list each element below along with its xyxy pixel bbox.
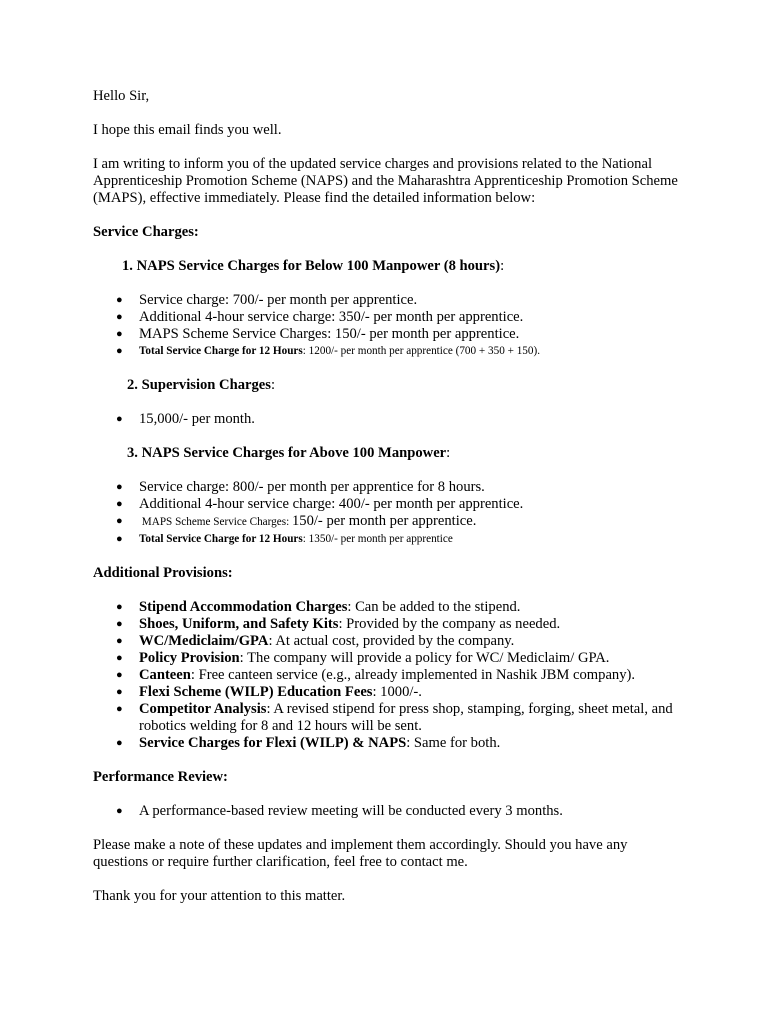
bullet-icon: ● bbox=[116, 601, 123, 613]
bullet-icon: ● bbox=[116, 481, 123, 493]
list-item: ● Shoes, Uniform, and Safety Kits: Provided by the company as needed. bbox=[116, 616, 561, 632]
bullet-icon: ● bbox=[116, 669, 123, 681]
section-1-heading: 1. NAPS Service Charges for Below 100 Manpower (8 hours): bbox=[122, 258, 505, 274]
list-item: ● Policy Provision: The company will provide a policy for WC/ Mediclaim/ GPA. bbox=[116, 650, 610, 666]
bullet-icon: ● bbox=[116, 618, 123, 630]
intro-line: I hope this email finds you well. bbox=[93, 122, 282, 138]
bullet-icon: ● bbox=[116, 533, 123, 545]
section-2-title: 2. Supervision Charges bbox=[127, 377, 271, 393]
bullet-icon: ● bbox=[116, 294, 123, 306]
list-item: ● Service charge: 800/- per month per apprentice for 8 hours. bbox=[116, 479, 485, 495]
intro-paragraph: I am writing to inform you of the updated service charges and provisions related to the National Apprenticeship Promotion Scheme (NAPS) and the Maharashtra Apprenticeship Promotion Scheme (MAPS), effective immediately. Please find the detailed information below: bbox=[93, 156, 678, 206]
list-item: ● Additional 4-hour service charge: 400/- per month per apprentice. bbox=[116, 496, 524, 512]
list-item: ● Service charge: 700/- per month per apprentice. bbox=[116, 292, 418, 308]
list-item: ● MAPS Scheme Service Charges: 150/- per month per apprentice. bbox=[116, 326, 520, 342]
list-item: ● WC/Mediclaim/GPA: At actual cost, provided by the company. bbox=[116, 633, 515, 649]
closing-paragraph: Please make a note of these updates and implement them accordingly. Should you have any questions or require further clarification, feel free to contact me. bbox=[93, 837, 628, 870]
bullet-icon: ● bbox=[116, 345, 123, 357]
section-2-heading: 2. Supervision Charges: bbox=[127, 377, 276, 393]
thanks-line: Thank you for your attention to this matter. bbox=[93, 888, 346, 904]
list-item: ● Service Charges for Flexi (WILP) & NAPS: Same for both. bbox=[116, 735, 501, 751]
list-item: ● Additional 4-hour service charge: 350/- per month per apprentice. bbox=[116, 309, 524, 325]
bullet-icon: ● bbox=[116, 805, 123, 817]
section-1-title: 1. NAPS Service Charges for Below 100 Manpower (8 hours) bbox=[122, 258, 501, 274]
list-item-total: ● Total Service Charge for 12 Hours: 1350/- per month per apprentice bbox=[93, 531, 683, 548]
bullet-icon: ● bbox=[116, 311, 123, 323]
list-item-maps: ● MAPS Scheme Service Charges: 150/- per month per apprentice. bbox=[116, 513, 477, 529]
list-item: ● Competitor Analysis: A revised stipend for press shop, stamping, forging, sheet metal, and robotics welding for 8 and 12 hours will be sent. bbox=[116, 701, 673, 734]
additional-provisions-list bbox=[93, 599, 683, 752]
additional-provisions-heading: Additional Provisions: bbox=[93, 565, 233, 581]
list-item: ● Flexi Scheme (WILP) Education Fees: 1000/-. bbox=[116, 684, 422, 700]
bullet-icon: ● bbox=[116, 498, 123, 510]
list-item-total: ● Total Service Charge for 12 Hours: 1200/- per month per apprentice (700 + 350 + 150). bbox=[93, 343, 683, 360]
bullet-icon: ● bbox=[116, 328, 123, 340]
bullet-icon: ● bbox=[116, 413, 123, 425]
section-3-heading: 3. NAPS Service Charges for Above 100 Manpower: bbox=[127, 445, 451, 461]
email-body bbox=[93, 88, 683, 905]
performance-review-heading: Performance Review: bbox=[93, 769, 228, 785]
section-3-title: 3. NAPS Service Charges for Above 100 Manpower bbox=[127, 445, 447, 461]
greeting: Hello Sir, bbox=[93, 88, 150, 104]
bullet-icon: ● bbox=[116, 635, 123, 647]
bullet-icon: ● bbox=[116, 737, 123, 749]
section-2-list bbox=[93, 411, 683, 428]
bullet-icon: ● bbox=[116, 652, 123, 664]
list-item: ● A performance-based review meeting will be conducted every 3 months. bbox=[116, 803, 563, 819]
bullet-icon: ● bbox=[116, 515, 123, 527]
performance-review-list bbox=[93, 803, 683, 820]
list-item: ● Stipend Accommodation Charges: Can be added to the stipend. bbox=[116, 599, 521, 615]
service-charges-heading: Service Charges: bbox=[93, 224, 199, 240]
list-item: ● 15,000/- per month. bbox=[116, 411, 255, 427]
list-item: ● Canteen: Free canteen service (e.g., already implemented in Nashik JBM company). bbox=[116, 667, 636, 683]
bullet-icon: ● bbox=[116, 686, 123, 698]
section-3-list bbox=[93, 479, 683, 548]
section-1-list bbox=[93, 292, 683, 360]
bullet-icon: ● bbox=[116, 703, 123, 715]
